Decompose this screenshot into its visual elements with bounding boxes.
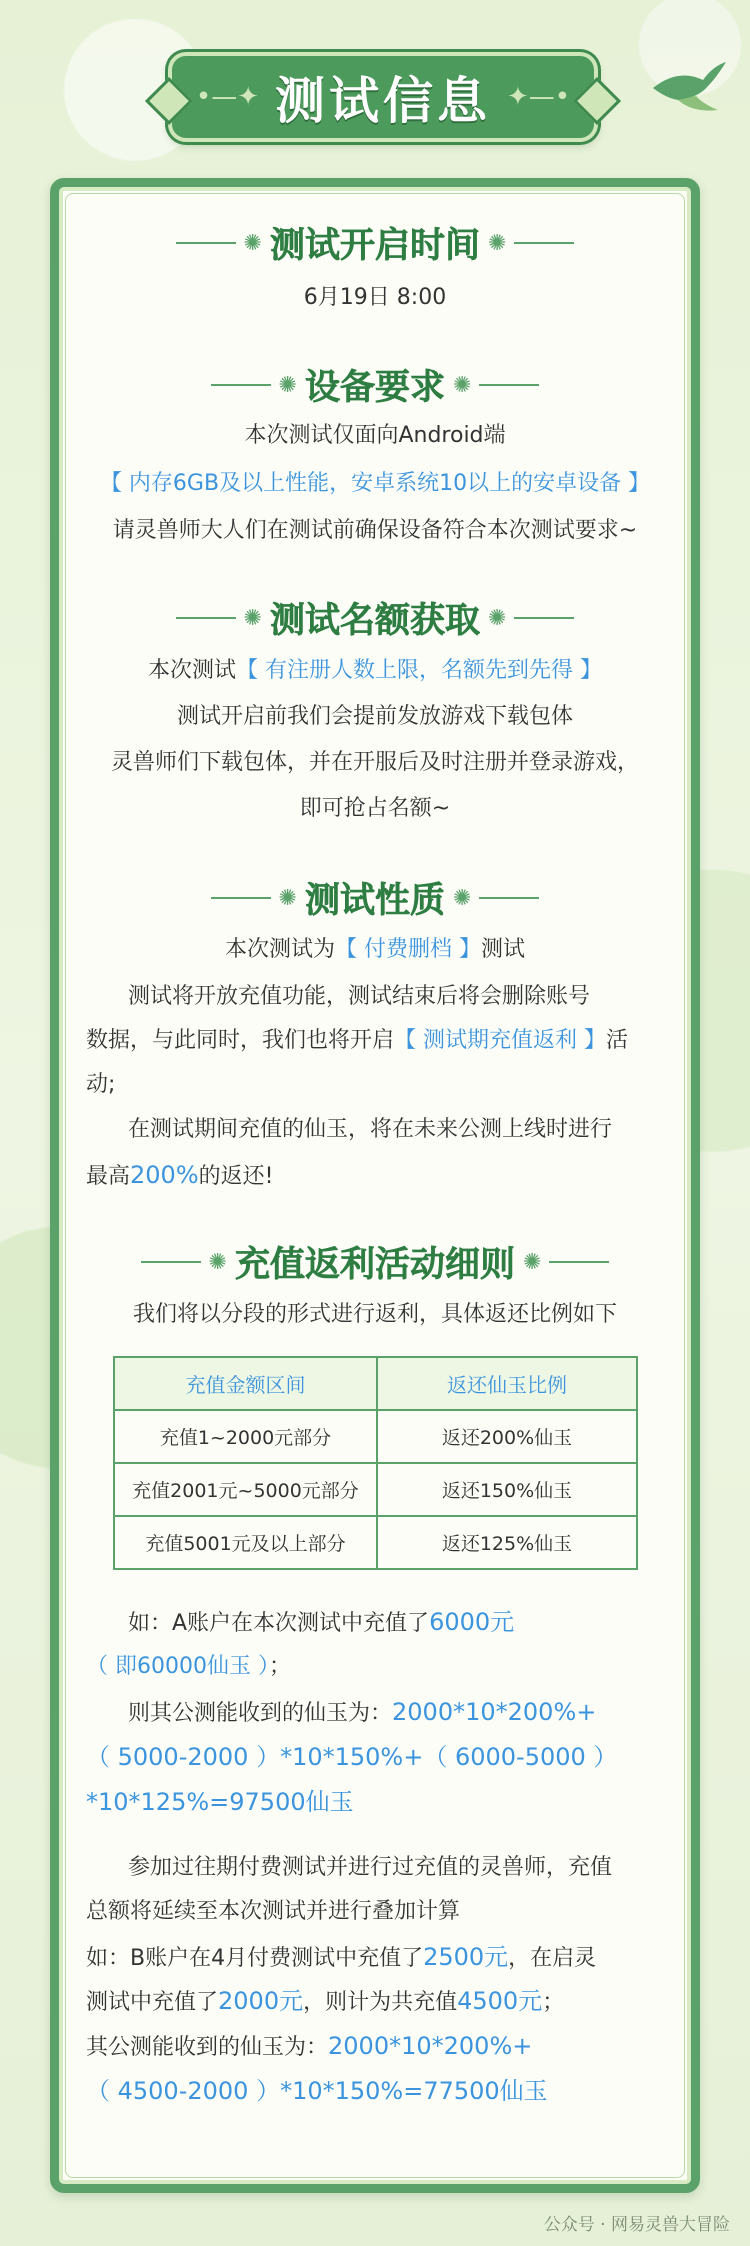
- swallow-bird-icon: [648, 58, 728, 118]
- banner-left-ornament-icon: •—✦: [195, 82, 259, 112]
- example-a-line-2: （ 即60000仙玉 ）；: [86, 1654, 291, 1679]
- swirl-icon: ✺: [488, 605, 507, 631]
- swirl-icon: ✺: [278, 885, 297, 911]
- quota-line-1: 本次测试【 有注册人数上限，名额先到先得 】: [147, 658, 602, 683]
- table-cell: 返还150%仙玉: [377, 1463, 637, 1516]
- table-header: 充值金额区间: [114, 1357, 377, 1410]
- section-title-time: ✺ 测试开启时间 ✺: [0, 218, 750, 268]
- section-title-rebate: ✺ 充值返利活动细则 ✺: [0, 1237, 750, 1287]
- nature-line-3: 数据，与此同时，我们也将开启【 测试期充值返利 】活: [86, 1028, 629, 1053]
- example-b-line-2: 总额将延续至本次测试并进行叠加计算: [86, 1899, 461, 1924]
- nature-line-1: 本次测试为【 付费删档 】测试: [224, 937, 526, 962]
- rebate-intro: 我们将以分段的形式进行返利，具体返还比例如下: [132, 1302, 617, 1327]
- swirl-icon: ✺: [523, 1249, 542, 1275]
- quota-line-3: 灵兽师们下载包体，并在开服后及时注册并登录游戏，: [110, 750, 639, 775]
- swirl-icon: ✺: [243, 605, 262, 631]
- swirl-icon: ✺: [278, 372, 297, 398]
- table-header-row: [114, 1357, 637, 1410]
- example-a-line-4: （ 5000-2000 ）*10*150%+（ 6000-5000 ）: [86, 1743, 618, 1771]
- rebate-table: [113, 1356, 638, 1570]
- nature-line-6: 最高200%的返还!: [86, 1161, 274, 1189]
- quota-line-4: 即可抢占名额~: [299, 796, 451, 821]
- example-b-line-4: 测试中充值了2000元，则计为共充值4500元；: [86, 1987, 565, 2015]
- example-a-line-3: 则其公测能收到的仙玉为：2000*10*200%+: [128, 1698, 597, 1726]
- quota-line-2: 测试开启前我们会提前发放游戏下载包体: [176, 704, 573, 729]
- source-watermark: 公众号 · 网易灵兽大冒险: [543, 2215, 730, 2235]
- table-row: [114, 1463, 637, 1516]
- example-b-line-5: 其公测能收到的仙玉为：2000*10*200%+: [86, 2032, 533, 2060]
- device-line-1: 本次测试仅面向Android端: [244, 423, 506, 448]
- table-cell: 返还125%仙玉: [377, 1516, 637, 1569]
- table-cell: 充值5001元及以上部分: [114, 1516, 377, 1569]
- example-b-line-3: 如：B账户在4月付费测试中充值了2500元，在启灵: [86, 1943, 597, 1971]
- table-row: [114, 1516, 637, 1569]
- test-start-date: 6月19日 8:00: [303, 285, 447, 310]
- table-cell: 返还200%仙玉: [377, 1410, 637, 1463]
- example-a-line-1: 如：A账户在本次测试中充值了6000元: [128, 1608, 515, 1636]
- nature-line-4: 动;: [86, 1072, 116, 1097]
- nature-line-5: 在测试期间充值的仙玉，将在未来公测上线时进行: [128, 1117, 613, 1142]
- example-a-line-5: *10*125%=97500仙玉: [86, 1788, 354, 1816]
- swirl-icon: ✺: [488, 230, 507, 256]
- table-cell: 充值1~2000元部分: [114, 1410, 377, 1463]
- example-b-line-6: （ 4500-2000 ）*10*150%=77500仙玉: [86, 2077, 548, 2105]
- table-cell: 充值2001元~5000元部分: [114, 1463, 377, 1516]
- section-title-quota: ✺ 测试名额获取 ✺: [0, 593, 750, 643]
- swirl-icon: ✺: [208, 1249, 227, 1275]
- swirl-icon: ✺: [453, 372, 472, 398]
- section-title-nature: ✺ 测试性质 ✺: [0, 873, 750, 923]
- banner-right-ornament-icon: ✦—•: [507, 82, 571, 112]
- swirl-icon: ✺: [453, 885, 472, 911]
- page-banner: [168, 52, 598, 142]
- nature-line-2: 测试将开放充值功能，测试结束后将会删除账号: [128, 984, 591, 1009]
- swirl-icon: ✺: [243, 230, 262, 256]
- table-header: 返还仙玉比例: [377, 1357, 637, 1410]
- device-line-2: 【 内存6GB及以上性能，安卓系统10以上的安卓设备 】: [99, 471, 651, 496]
- section-title-device: ✺ 设备要求 ✺: [0, 360, 750, 410]
- table-row: [114, 1410, 637, 1463]
- device-line-3: 请灵兽师大人们在测试前确保设备符合本次测试要求~: [112, 518, 638, 543]
- page-title: 测试信息: [275, 72, 491, 130]
- example-b-line-1: 参加过往期付费测试并进行过充值的灵兽师，充值: [128, 1855, 613, 1880]
